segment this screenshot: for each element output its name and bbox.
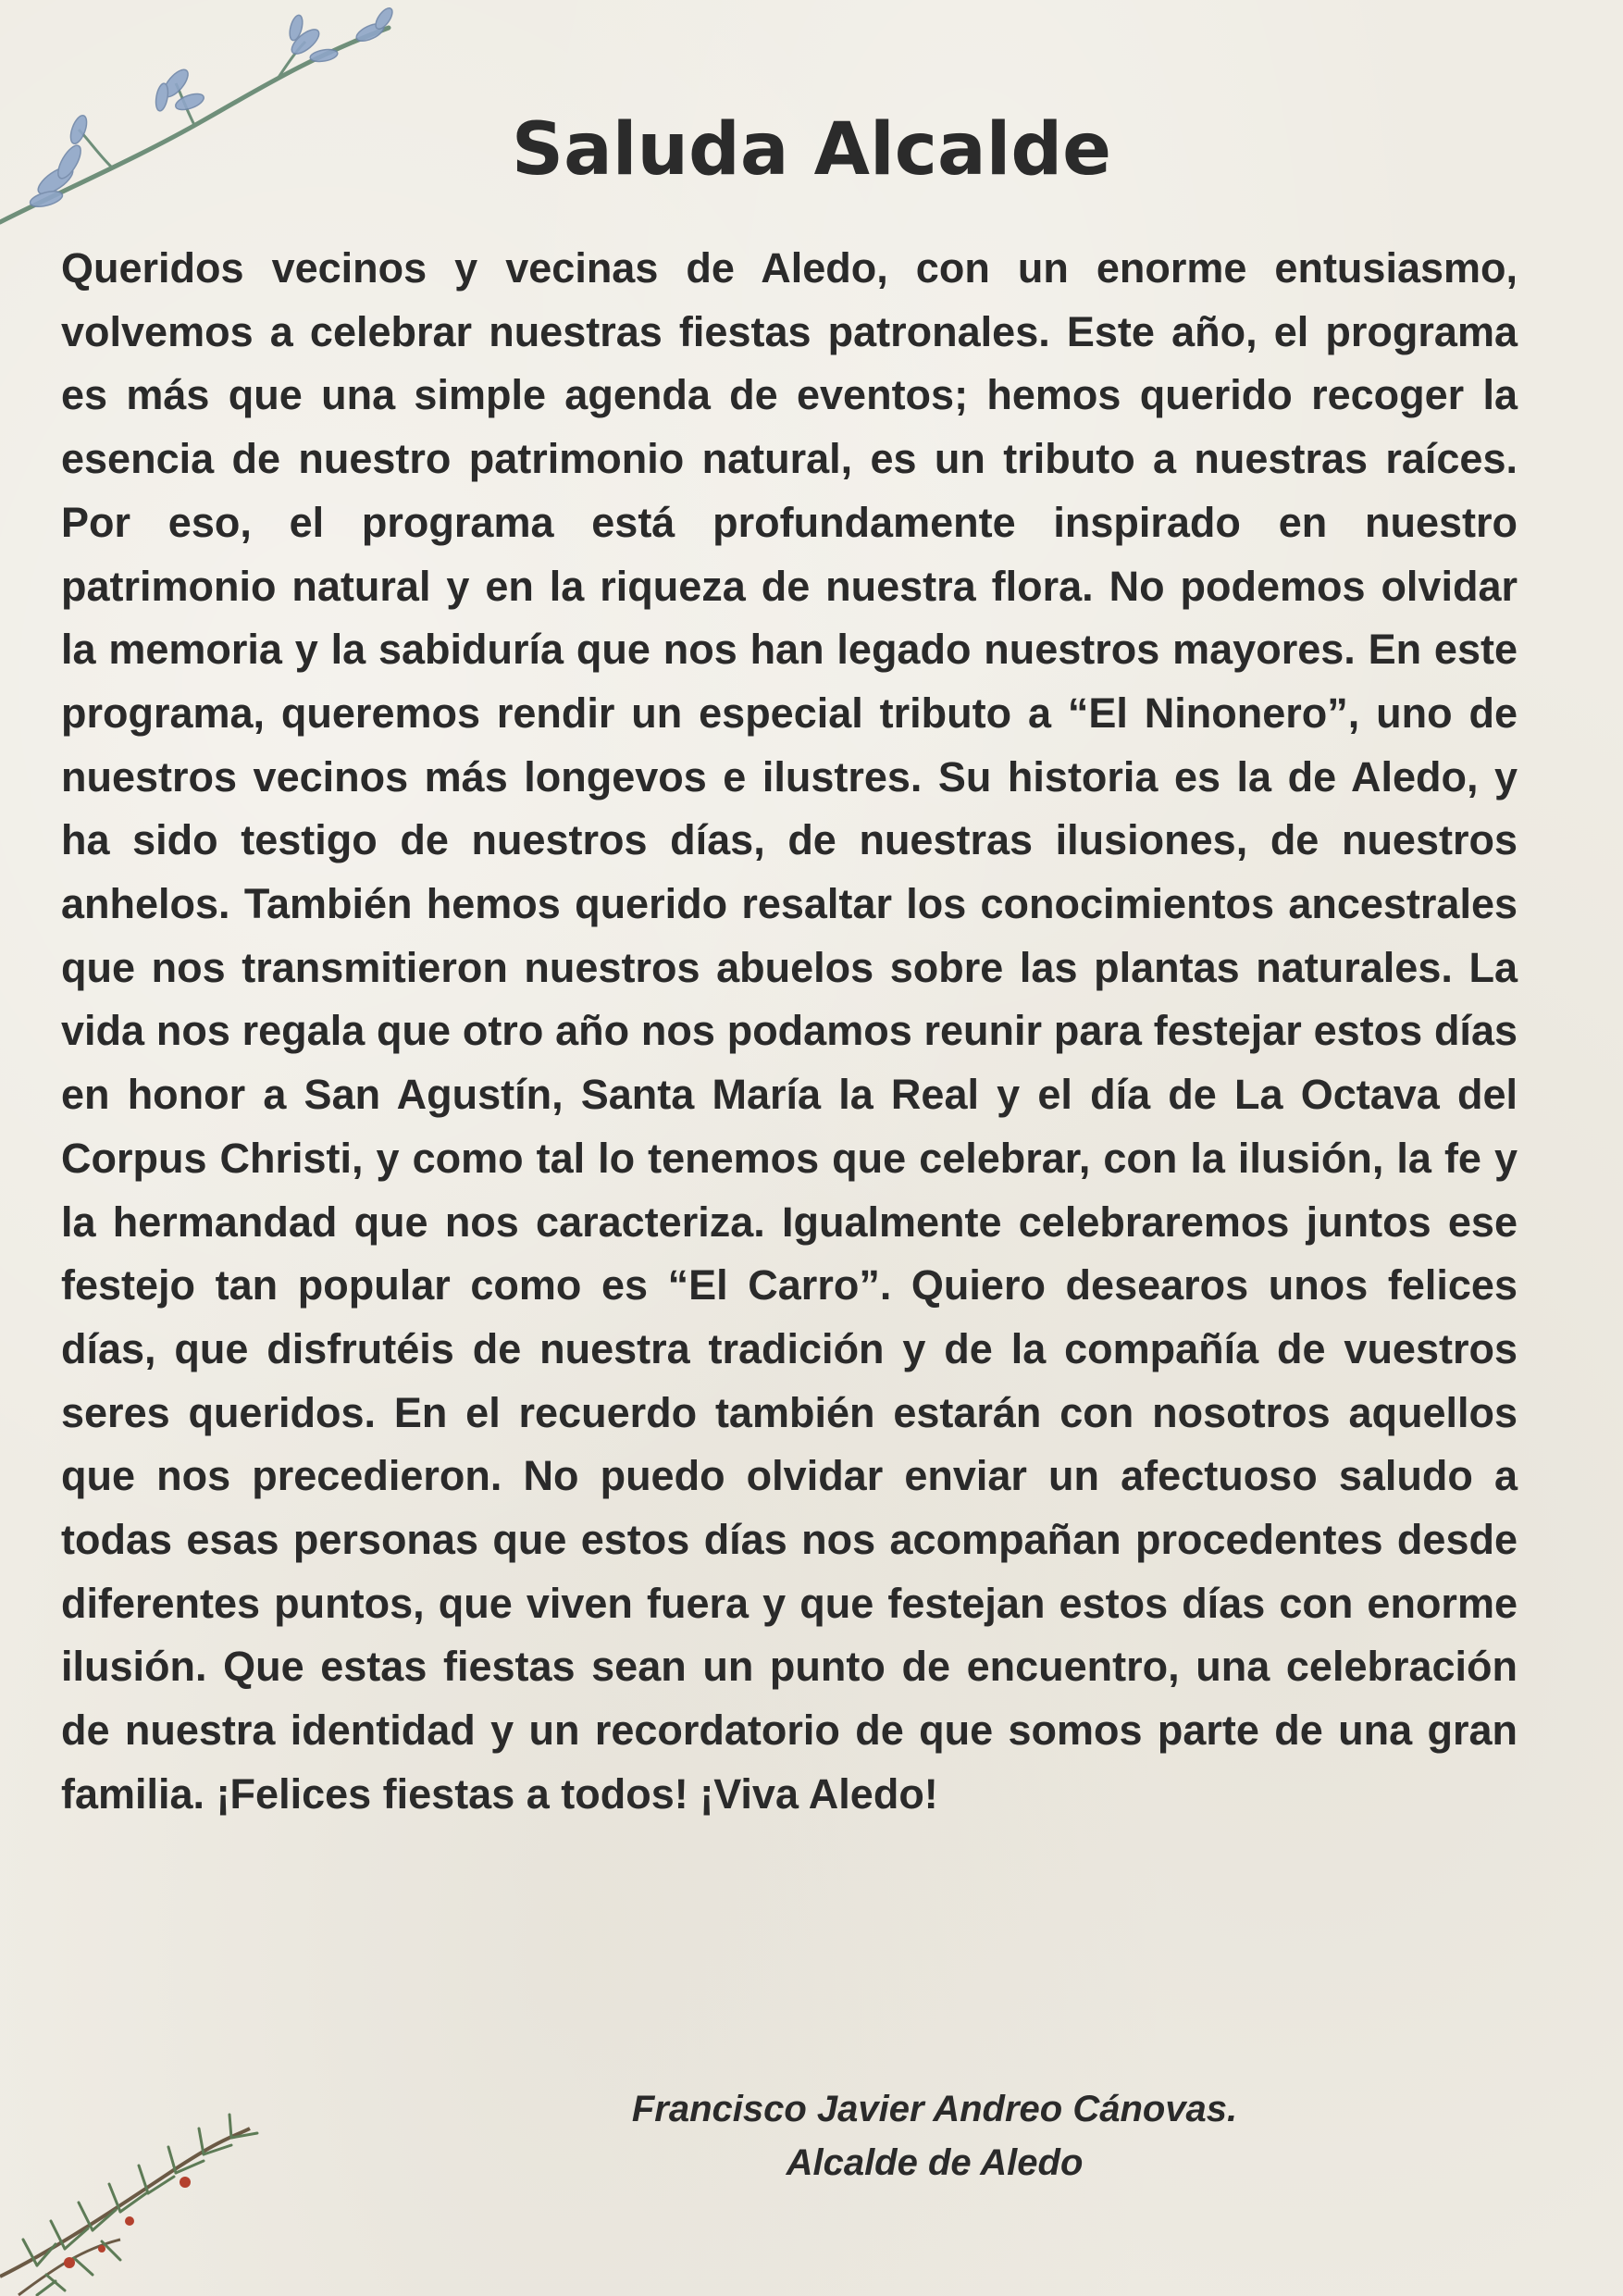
- body-paragraph: Queridos vecinos y vecinas de Aledo, con un enorme entusiasmo, volvemos a celebrar nuestras fiestas patronales. Este año, el programa es más que una simple agenda de eventos; hemos querido recoger la esencia de nuestro patrimonio natural, es un tributo a nuestras raíces. Por eso, el programa está profundamente inspirado en nuestro patrimonio natural y en la riqueza de nuestra flora. No podemos olvidar la memoria y la sabiduría que nos han legado nuestros mayores. En este programa, queremos rendir un especial tributo a “El Ninonero”, uno de nuestros vecinos más longevos e ilustres. Su historia es la de Aledo, y ha sido testigo de nuestros días, de nuestras ilusiones, de nuestros anhelos. También hemos querido resaltar los conocimientos ancestrales que nos transmitieron nuestros abuelos sobre las plantas naturales. La vida nos regala que otro año nos podamos reunir para festejar estos días en honor a San Agustín, Santa María la Real y el día de La Octava del Corpus Christi, y como tal lo tenemos que celebrar, con la ilusión, la fe y la hermandad que nos caracteriza. Igualmente celebraremos juntos ese festejo tan popular como es “El Carro”. Quiero desearos unos felices días, que disfrutéis de nuestra tradición y de la compañía de vuestros seres queridos. En el recuerdo también estarán con nosotros aquellos que nos precedieron. No puedo olvidar enviar un afectuoso saludo a todas esas personas que estos días nos acompañan procedentes desde diferentes puntos, que viven fuera y que festejan estos días con enorme ilusión. Que estas fiestas sean un punto de encuentro, una celebración de nuestra identidad y un recordatorio de que somos parte de una gran familia. ¡Felices fiestas a todos! ¡Viva Aledo!: [61, 244, 1518, 1818]
- signature-block: [518, 2082, 1351, 2190]
- signature-role: Alcalde de Aledo: [786, 2142, 1084, 2183]
- page-title: Saluda Alcalde: [511, 108, 1112, 192]
- juniper-sprig-icon: [0, 2110, 278, 2296]
- signature-name: Francisco Javier Andreo Cánovas.: [631, 2089, 1238, 2129]
